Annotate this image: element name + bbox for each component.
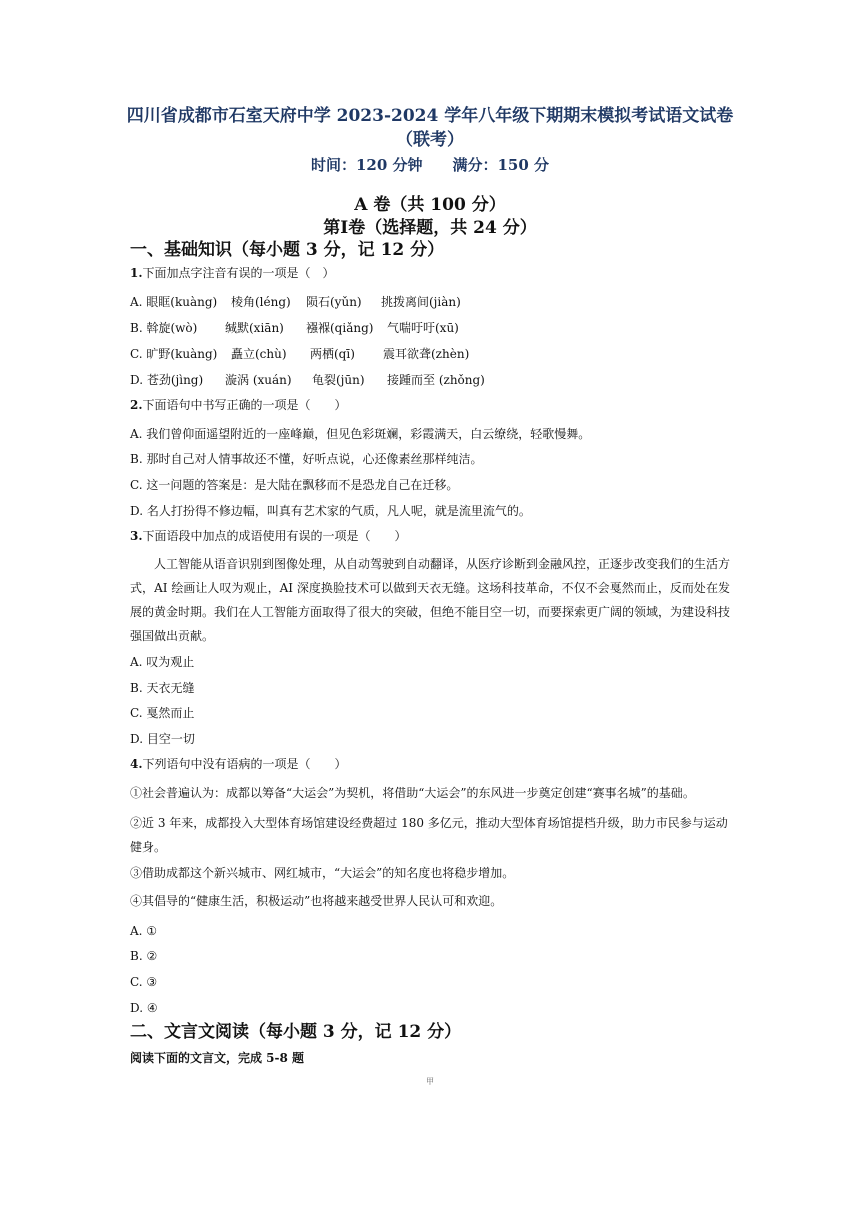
q3-option-b: B. 天衣无缝 xyxy=(130,681,195,695)
q3-option-c: C. 戛然而止 xyxy=(130,706,195,720)
question-1 xyxy=(130,265,730,281)
q3-option-d: D. 目空一切 xyxy=(130,732,195,746)
volume-part1: 第Ⅰ卷（选择题，共 24 分） xyxy=(323,218,537,238)
exam-score: 满分：150 分 xyxy=(452,156,550,174)
question-3: 3.下面语段中加点的成语使用有误的一项是（ ） xyxy=(130,529,407,543)
q3-passage: 人工智能从语音识别到图像处理，从自动驾驶到自动翻译，从医疗诊断到金融风控，正逐步改变我们的生活方式，AI 绘画让人叹为观止，AI 深度换脸技术可以做到天衣无缝。这场科技革命，不仅不会戛然而止，反而处在发展的黄金时期。我们在人工智能方面取得了很大的突破，但绝不能目空一切，而要探索更广阔的领域，为建设科技强国做出贡献。 xyxy=(130,557,731,643)
q1-option-d: D. 苍劲(jìng) 漩涡 (xuán) 龟裂(jūn) 接踵而至 (zhǒng) xyxy=(130,373,485,387)
q4-item-1: ①社会普遍认为：成都以筹备“大运会”为契机，将借助“大运会”的东风进一步奠定创建“赛事名城”的基础。 xyxy=(130,786,695,800)
q2-option-b: B. 那时自己对人情事故还不懂，好听点说，心还像素丝那样纯洁。 xyxy=(130,452,483,466)
q3-option-a: A. 叹为观止 xyxy=(130,655,195,669)
header xyxy=(0,104,860,178)
exam-subtitle: （联考） xyxy=(396,130,464,150)
exam-time-score xyxy=(0,152,860,178)
q4-item-4: ④其倡导的“健康生活，积极运动”也将越来越受世界人民认可和欢迎。 xyxy=(130,894,503,908)
q4-option-c: C. ③ xyxy=(130,975,158,989)
q2-option-d: D. 名人打扮得不修边幅，叫真有艺术家的气质，凡人呢，就是流里流气的。 xyxy=(130,504,531,518)
exam-time: 时间：120 分钟 xyxy=(310,156,423,174)
q4-item-3: ③借助成都这个新兴城市、网红城市，“大运会”的知名度也将稳步增加。 xyxy=(130,866,515,880)
volume-a: A 卷（共 100 分） xyxy=(354,195,506,215)
section2-instruction: 阅读下面的文言文，完成 5-8 题 xyxy=(130,1051,305,1065)
volume-heading xyxy=(0,194,860,240)
q4-option-a: A. ① xyxy=(130,924,158,938)
question-4: 4.下列语句中没有语病的一项是（ ） xyxy=(130,757,347,771)
q4-option-b: B. ② xyxy=(130,949,158,963)
exam-title: 四川省成都市石室天府中学 2023-2024 学年八年级下期期末模拟考试语文试卷 xyxy=(126,106,734,126)
question-stem: 1.下面加点字注音有误的一项是（ ） xyxy=(130,266,335,280)
q4-option-d: D. ④ xyxy=(130,1001,158,1015)
q1-option-c: C. 旷野(kuàng) 矗立(chù) 两栖(qī) 震耳欲聋(zhèn) xyxy=(130,347,470,361)
q2-option-c: C. 这一问题的答案是：是大陆在飘移而不是恐龙自己在迁移。 xyxy=(130,478,459,492)
question-2: 2.下面语句中书写正确的一项是（ ） xyxy=(130,398,347,412)
q2-option-a: A. 我们曾仰面遥望附近的一座峰巅，但见色彩斑斓，彩霞满天，白云缭绕，轻歌慢舞。 xyxy=(130,427,591,441)
section2-heading: 二、文言文阅读（每小题 3 分，记 12 分） xyxy=(130,1022,462,1042)
passage-marker: 甲 xyxy=(426,1077,434,1086)
q4-item-2: ②近 3 年来，成都投入大型体育场馆建设经费超过 180 多亿元，推动大型体育场馆提档升级，助力市民参与运动健身。 xyxy=(130,816,728,854)
q1-option-b: B. 斡旋(wò) 缄默(xiān) 襁褓(qiǎng) 气喘吁吁(xū) xyxy=(130,321,459,335)
section1-heading: 一、基础知识（每小题 3 分，记 12 分） xyxy=(130,240,445,260)
q1-option-a: A. 眼眶(kuàng) 棱角(léng) 陨石(yǔn) 挑拨离间(jiàn) xyxy=(130,295,461,309)
